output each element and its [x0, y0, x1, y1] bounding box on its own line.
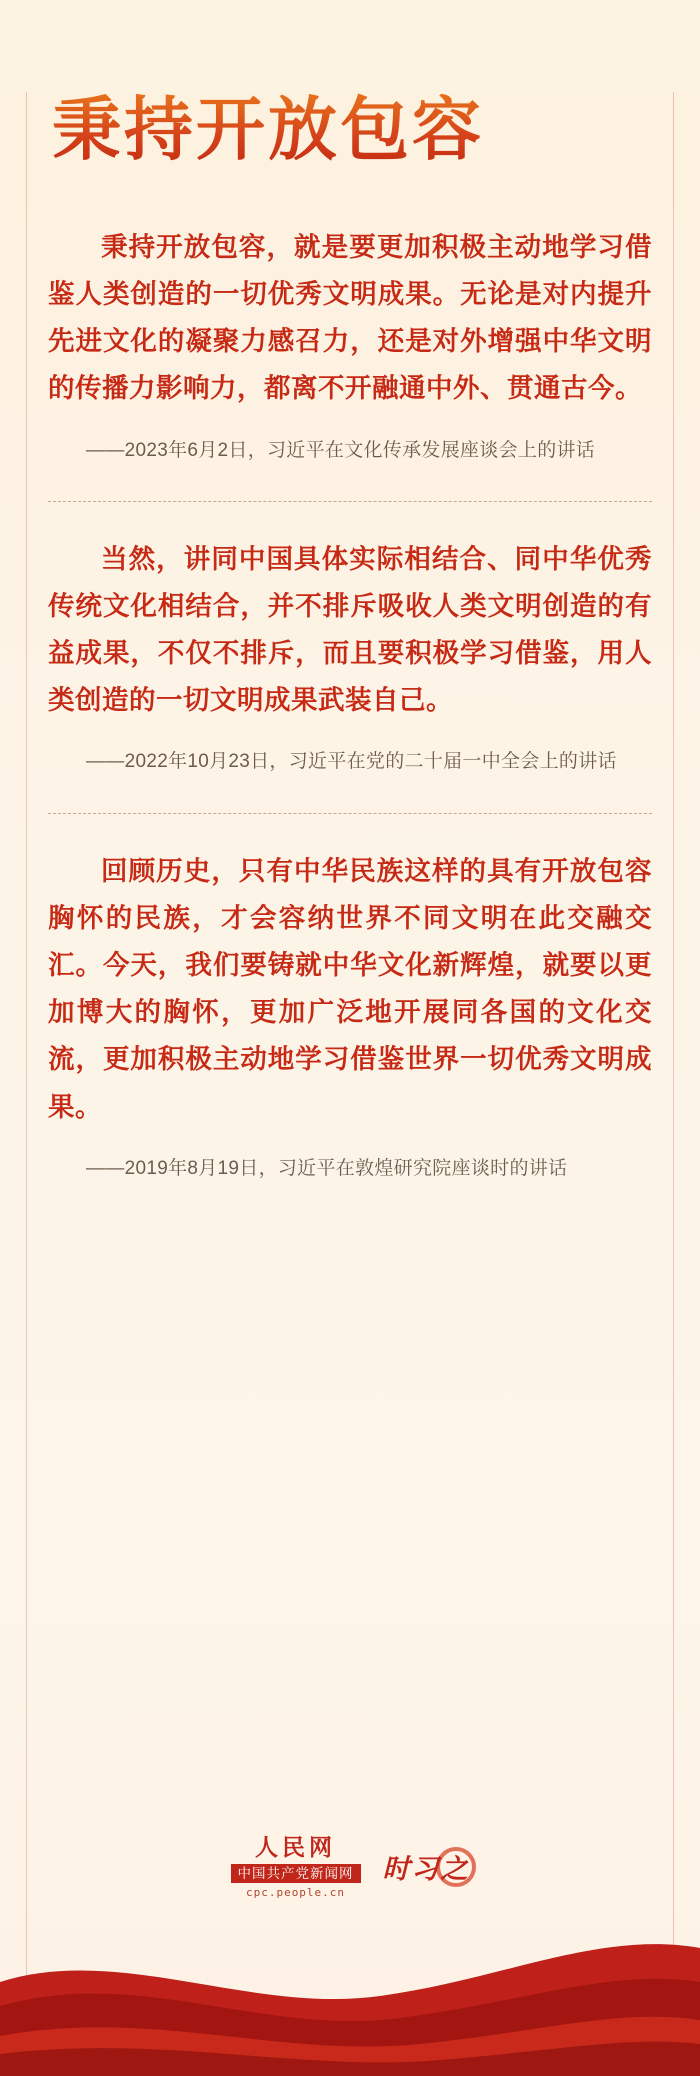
quote-text-1: 秉持开放包容，就是要更加积极主动地学习借鉴人类创造的一切优秀文明成果。无论是对内提升先进文化的凝聚力感召力，还是对外增强中华文明的传播力影响力，都离不开融通中外、贯通古今。 — [48, 231, 652, 404]
quote-block-2 — [48, 536, 652, 779]
people-cn-logo-url: cpc.people.cn — [245, 1886, 346, 1899]
quote-block-1 — [48, 224, 652, 467]
shixi-logo-text: 时习之 — [382, 1854, 470, 1886]
shixi-logo — [379, 1847, 470, 1886]
quote-source-2: ——2022年10月23日，习近平在党的二十届一中全会上的讲话 — [86, 751, 617, 773]
poster-content — [0, 89, 700, 1185]
quote-block-3 — [48, 848, 652, 1185]
wave-decoration — [0, 1886, 700, 2076]
quote-text-2: 当然，讲同中国具体实际相结合、同中华优秀传统文化相结合，并不排斥吸收人类文明创造的有益成果，不仅不排斥，而且要积极学习借鉴，用人类创造的一切文明成果武装自己。 — [48, 543, 652, 716]
quote-source-3: ——2019年8月19日，习近平在敦煌研究院座谈时的讲话 — [86, 1157, 568, 1179]
page-title: 秉持开放包容 — [48, 92, 652, 168]
quote-text-3: 回顾历史，只有中华民族这样的具有开放包容胸怀的民族，才会容纳世界不同文明在此交融交汇。今天，我们要铸就中华文化新辉煌，就要以更加博大的胸怀，更加广泛地开展同各国的文化交流，更加积极主动地学习借鉴世界一切优秀文明成果。 — [48, 855, 652, 1122]
divider-1 — [48, 501, 652, 502]
quote-source-1: ——2023年6月2日，习近平在文化传承发展座谈会上的讲话 — [86, 439, 596, 461]
poster-page — [0, 89, 700, 2076]
people-cn-logo-subtitle: 中国共产党新闻网 — [231, 1864, 361, 1884]
people-cn-logo-title: 人民网 — [255, 1833, 336, 1861]
divider-2 — [48, 813, 652, 814]
